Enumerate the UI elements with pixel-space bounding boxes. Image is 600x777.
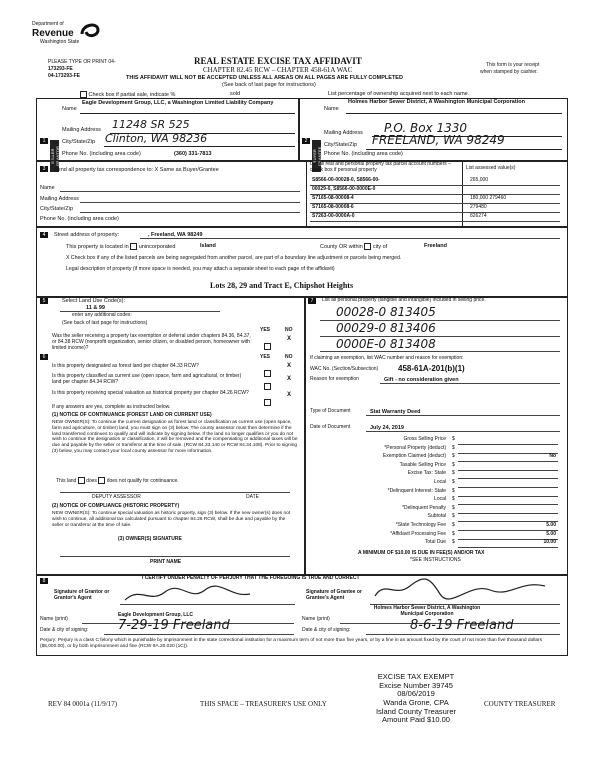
no-header-6: NO [285, 354, 293, 360]
print-name: PRINT NAME [150, 559, 182, 565]
parcel-number: S7165-08-00008-4 [312, 195, 354, 201]
parcel-assessed-value: 180,000 279460 [470, 195, 507, 201]
fee-value: 10.00 [543, 539, 556, 546]
deputy-date: DATE [246, 494, 259, 500]
fee-currency: $ [452, 461, 455, 468]
form-no1: 173293-FE [48, 66, 73, 72]
additional-codes: enter any additional codes: [72, 312, 132, 318]
grantor-date: 7-29-19 Freeland [118, 618, 230, 633]
section-4-badge: 4 [40, 232, 48, 238]
excise-stamp [356, 673, 476, 725]
grantee-name: Holmes Harbor Sewer District, A Washington Municipal Corporation [373, 605, 481, 617]
county-treasurer: COUNTY TREASURER [484, 700, 556, 708]
dept-line3: Washington State [40, 39, 80, 45]
yes-header-5: YES [260, 327, 271, 333]
fee-currency: $ [452, 479, 455, 485]
perjury: Perjury: Perjury is a class C felony which is punishable by imprisonment in the state correctional institution for a maximum term of not more than five years, or by a fine in an amount fixed by the court of not more than five thousand dollars ($5,000.00), or by both imprisonment and fine (RCW 9A.20.020 (1C)). [40, 638, 543, 649]
fee-currency: $ [452, 470, 455, 477]
fee-value: 5.00 [546, 530, 556, 537]
form-no2: 04-173293-FE [48, 73, 80, 79]
fee-value: No [549, 453, 556, 460]
q-exemption: Was the seller receiving a property tax exemption or deferral under chapters 84.36, 84.37, or 84.38 RCW (nonprofit organization, senior citizen, or disabled person, homeowner with limited income)? [52, 333, 251, 351]
rev-number: REV 84 0001a (11/9/17) [48, 700, 118, 708]
buyer-side-label: BUYER GRANTEE [312, 140, 321, 172]
form-title: REAL ESTATE EXCISE TAX AFFIDAVIT [194, 56, 362, 66]
fee-currency: $ [452, 522, 455, 528]
q-exemption-no[interactable]: X [287, 336, 292, 342]
partial-sale-checkbox[interactable] [80, 91, 87, 98]
seller-mailing-label: Mailing Address [62, 127, 101, 133]
sold: sold [230, 91, 241, 97]
q-current-use-no[interactable]: X [287, 376, 292, 382]
parcel-assessed-value: 265,000 [470, 177, 489, 183]
dept-line1: Department of [32, 21, 64, 27]
see-back: (See back of last page for instructions) [222, 82, 316, 88]
fee-currency: $ [452, 539, 455, 546]
send-tax-label: Send all property tax correspondence to: X Same as Buyer/Grantee [54, 167, 219, 173]
partial-sale: Check box if partial sale, indicate % [80, 91, 175, 98]
grantor-date-label: Date & city of signing: [40, 627, 89, 633]
q-forest: Is this property designated as forest land per chapter 84.33 RCW? [52, 363, 199, 369]
grantor-name-label: Name (print) [40, 616, 68, 622]
personal-hw2: 00029-0 813406 [336, 321, 436, 335]
s3-city: City/State/Zip [40, 206, 74, 212]
doc-type: Stat Warranty Deed [370, 409, 421, 415]
grantee-name-label: Name (print) [302, 616, 330, 622]
fee-label: *State Technology Fee [395, 522, 446, 528]
legal-label: Legal description of property (if more space is needed, you may attach a separate sheet to each page of the affidavit) [66, 266, 335, 272]
buyer-phone-label: Phone No. (including area code) [324, 151, 403, 157]
city-checkbox[interactable] [364, 243, 371, 250]
section-2-badge: 2 [302, 138, 310, 144]
located-row: This property is located in unincorporated [66, 243, 176, 250]
see-instructions: *SEE INSTRUCTIONS [410, 557, 461, 563]
personal-hw3: 0000E-0 813408 [336, 337, 436, 351]
doc-type-label: Type of Document [310, 408, 351, 414]
grantee-signature-icon [370, 576, 550, 602]
fee-label: *Personal Property (deduct) [384, 444, 446, 451]
continuance-row: This land does does not qualify for continuance. [56, 477, 179, 484]
fee-currency: $ [452, 436, 455, 442]
grantee-date: 8-6-19 Freeland [410, 618, 514, 633]
county-or: County OR within city of [320, 243, 388, 250]
revenue-swirl-icon [78, 20, 102, 40]
claim-exemption: If claiming an exemption, list WAC number and reason for exemption: [310, 355, 464, 361]
fee-currency: $ [452, 496, 455, 503]
aggregated: X Check box if any of the listed parcels are being segregated from another parcel, are part of a boundary line adjustment or parcels being merged. [66, 255, 402, 261]
land-use-label: Select Land Use Code(s): [62, 298, 125, 304]
street-label: Street address of property: [54, 232, 120, 238]
stamp-line-2: 08/06/2019 [397, 689, 435, 699]
stamp-line-3: Wanda Grone, CPA [383, 697, 449, 707]
receipt-note1: This form is your receipt [486, 62, 540, 68]
section-1-badge: 1 [40, 138, 48, 144]
wac-value: 458-61A-201(b)(1) [398, 364, 465, 373]
list-personal: List all personal property (tangible and intangible) included in selling price. [322, 297, 486, 303]
seller-city-label: City/State/Zip [62, 139, 96, 145]
parcel-number: S7263-00-0000A-0 [312, 213, 355, 219]
warning: THIS AFFIDAVIT WILL NOT BE ACCEPTED UNLESS ALL AREAS ON ALL PAGES ARE FULLY COMPLETED [126, 75, 403, 81]
q-historic: Is this property receiving special valuation as historical property per chapter 84.26 RCW? [52, 390, 249, 396]
q-historic-no[interactable]: X [287, 392, 292, 398]
section-7-badge: 7 [308, 298, 316, 304]
s3-name: Name [40, 185, 55, 191]
deputy-assessor: DEPUTY ASSESSOR [92, 494, 141, 500]
certify: I CERTIFY UNDER PENALTY OF PERJURY THAT THE FOREGOING IS TRUE AND CORRECT [142, 575, 360, 581]
seller-name: Eagle Development Group, LLC, a Washington Limited Liability Company [82, 100, 274, 106]
treasurer-use: THIS SPACE – TREASURER'S USE ONLY [200, 700, 327, 708]
grantee-date-label: Date & city of signing: [302, 627, 351, 633]
seller-city: Clinton, WA 98236 [105, 132, 208, 145]
stamp-line-1: Excise Number 39745 [379, 680, 453, 690]
list-pct: List percentage of ownership acquired next to each name. [328, 91, 470, 97]
fee-label: *Affidavit Processing Fee [390, 530, 446, 537]
section-5-badge: 5 [40, 298, 48, 304]
buyer-mailing-label: Mailing Address [324, 130, 363, 136]
no-header-5: NO [285, 327, 293, 333]
parcel-number: S7165-08-00008-6 [312, 204, 354, 210]
doc-date: July 24, 2019 [370, 425, 404, 431]
receipt-note2: when stamped by cashier. [480, 69, 538, 75]
land-use-code: 11 & 99 [86, 305, 105, 311]
dor-logo [32, 20, 107, 60]
buyer-city: FREELAND, WA 98249 [372, 133, 505, 147]
parcel-assessed-value: 279480 [470, 204, 487, 210]
fee-label: Local [434, 479, 446, 485]
reason-value: Gift - no consideration given [384, 377, 459, 383]
buyer-mailing: P.O. Box 1330 [384, 121, 468, 135]
q-historic-yes[interactable] [264, 393, 271, 411]
q-current-use: Is this property classified as current use (open space, farm and agricultural, or timber) land per chapter 84.34 RCW? [52, 373, 242, 385]
seller-phone-label: Phone No. (including area code) [62, 151, 141, 157]
section-6-badge: 6 [40, 354, 48, 360]
fee-currency: $ [452, 453, 455, 460]
seller-side-label: SELLER GRANTOR [50, 140, 59, 172]
notice2-body: NEW OWNER(S): To continue special valuation as historic property, sign (3) below. If the new owner(s) does not wish to continue, all additional tax calculated pursuant to chapter 84.26 RCW, shall be due and payable by the seller or transferor at the time of sale. [52, 511, 291, 528]
county-name: Island [200, 243, 216, 249]
chapter: CHAPTER 82.45 RCW – CHAPTER 458-61A WAC [203, 66, 353, 74]
grantee-sig-label: Signature of Grantee or Grantee's Agent [306, 589, 362, 601]
parcel-assessed-value: 826274 [470, 213, 487, 219]
minimum-fee: A MINIMUM OF $10.00 IS DUE IN FEE(S) AND/OR TAX [358, 550, 485, 556]
notice2-title: (2) NOTICE OF COMPLIANCE (HISTORIC PROPERTY) [52, 503, 180, 509]
does-checkbox[interactable] [78, 477, 85, 484]
fee-currency: $ [452, 513, 455, 520]
notice1-body: NEW OWNER(S): To continue the current designation as forest land or classification as current use (open space, farm and agriculture, or timber) land, you must sign on (3) below. The county assessor must then determine if the land transferred continues to qualify and will indicate by signing below. If the land no longer qualifies or you do not wish to continue the designation or classification, it will be removed and the compensating or additional taxes will be due and payable by the seller or transferor at the time of sale. (RCW 84.33.140 or RCW 84.34.108). Prior to signing (3) below, you may contact your local county assessor for more information. [52, 420, 298, 454]
fee-value: 5.00 [546, 522, 556, 528]
stamp-line-5: Amount Paid $10.00 [382, 715, 450, 725]
legal-desc: Lots 28, 29 and Tract E, Chipshot Heights [210, 281, 354, 290]
grantor-signature-icon [120, 584, 270, 606]
seller-mailing: 11248 SR 525 [112, 118, 190, 131]
fee-label: *Delinquent Penalty [402, 504, 446, 511]
buyer-name-label: Name [324, 106, 339, 112]
fee-currency: $ [452, 504, 455, 511]
s3-mailing: Mailing Address [40, 196, 79, 202]
see-back-5: (See back of last page for instructions) [62, 320, 148, 326]
parcel-header: List all real and personal property tax parcel account numbers – check box if personal property [310, 161, 451, 173]
fee-label: Exemption Claimed (deduct) [382, 453, 446, 460]
fee-label: *Delinquent Interest: State [387, 487, 446, 494]
fee-label: Excise Tax: State [407, 470, 446, 477]
yes-header-6: YES [260, 354, 271, 360]
parcel-number: 00029-0, S8566-00-0000E-0 [312, 186, 376, 192]
fee-label: Gross Selling Price [403, 436, 446, 442]
fee-label: Taxable Selling Price [399, 461, 446, 468]
q-forest-no[interactable]: X [287, 363, 292, 369]
grantor-name: Eagle Development Group, LLC [118, 612, 194, 618]
dept-line2: Revenue [32, 28, 74, 39]
personal-hw1: 00028-0 813405 [336, 305, 436, 319]
seller-name-label: Name [62, 106, 77, 112]
section-3-badge: 3 [40, 166, 48, 172]
wac-label: WAC No. (Section/Subsection) [310, 366, 379, 372]
print-note: PLEASE TYPE OR PRINT 04- [48, 59, 116, 65]
unincorporated-checkbox[interactable] [130, 243, 137, 250]
notice1-title: (1) NOTICE OF CONTINUANCE (FOREST LAND OR CURRENT USE) [52, 412, 212, 418]
fee-currency: $ [452, 487, 455, 494]
seller-phone: (360) 331-7813 [174, 151, 212, 157]
does-not-checkbox[interactable] [98, 477, 105, 484]
s3-phone: Phone No. (including area code) [40, 216, 119, 222]
fee-label: Total Due [424, 539, 446, 546]
street: , Freeland, WA 98249 [148, 232, 203, 238]
fee-currency: $ [452, 530, 455, 537]
assessed-header: List assessed value(s) [466, 165, 516, 171]
fee-label: Local [434, 496, 446, 503]
reason-label: Reason for exemption [310, 376, 359, 382]
buyer-name: Holmes Harbor Sewer District, A Washington Municipal Corporation [348, 99, 525, 105]
stamp-line-0: EXCISE TAX EXEMPT [377, 672, 455, 681]
city-name: Freeland [424, 243, 447, 249]
owner-signature: (3) OWNER(S) SIGNATURE [118, 536, 182, 542]
stamp-line-4: Island County Treasurer [375, 706, 457, 716]
buyer-city-label: City/State/Zip [324, 142, 358, 148]
fee-currency: $ [452, 444, 455, 451]
q-exemption-yes[interactable] [264, 337, 271, 355]
grantor-sig-label: Signature of Grantor or Grantor's Agent [54, 589, 110, 601]
section-8-badge: 8 [40, 578, 48, 584]
parcel-number: S8566-00-00028-0, S8566-00- [312, 177, 380, 183]
doc-date-label: Date of Document [310, 424, 351, 430]
any-yes: If any answers are yes, complete as instructed below. [52, 404, 171, 410]
fee-label: Subtotal [427, 513, 446, 520]
